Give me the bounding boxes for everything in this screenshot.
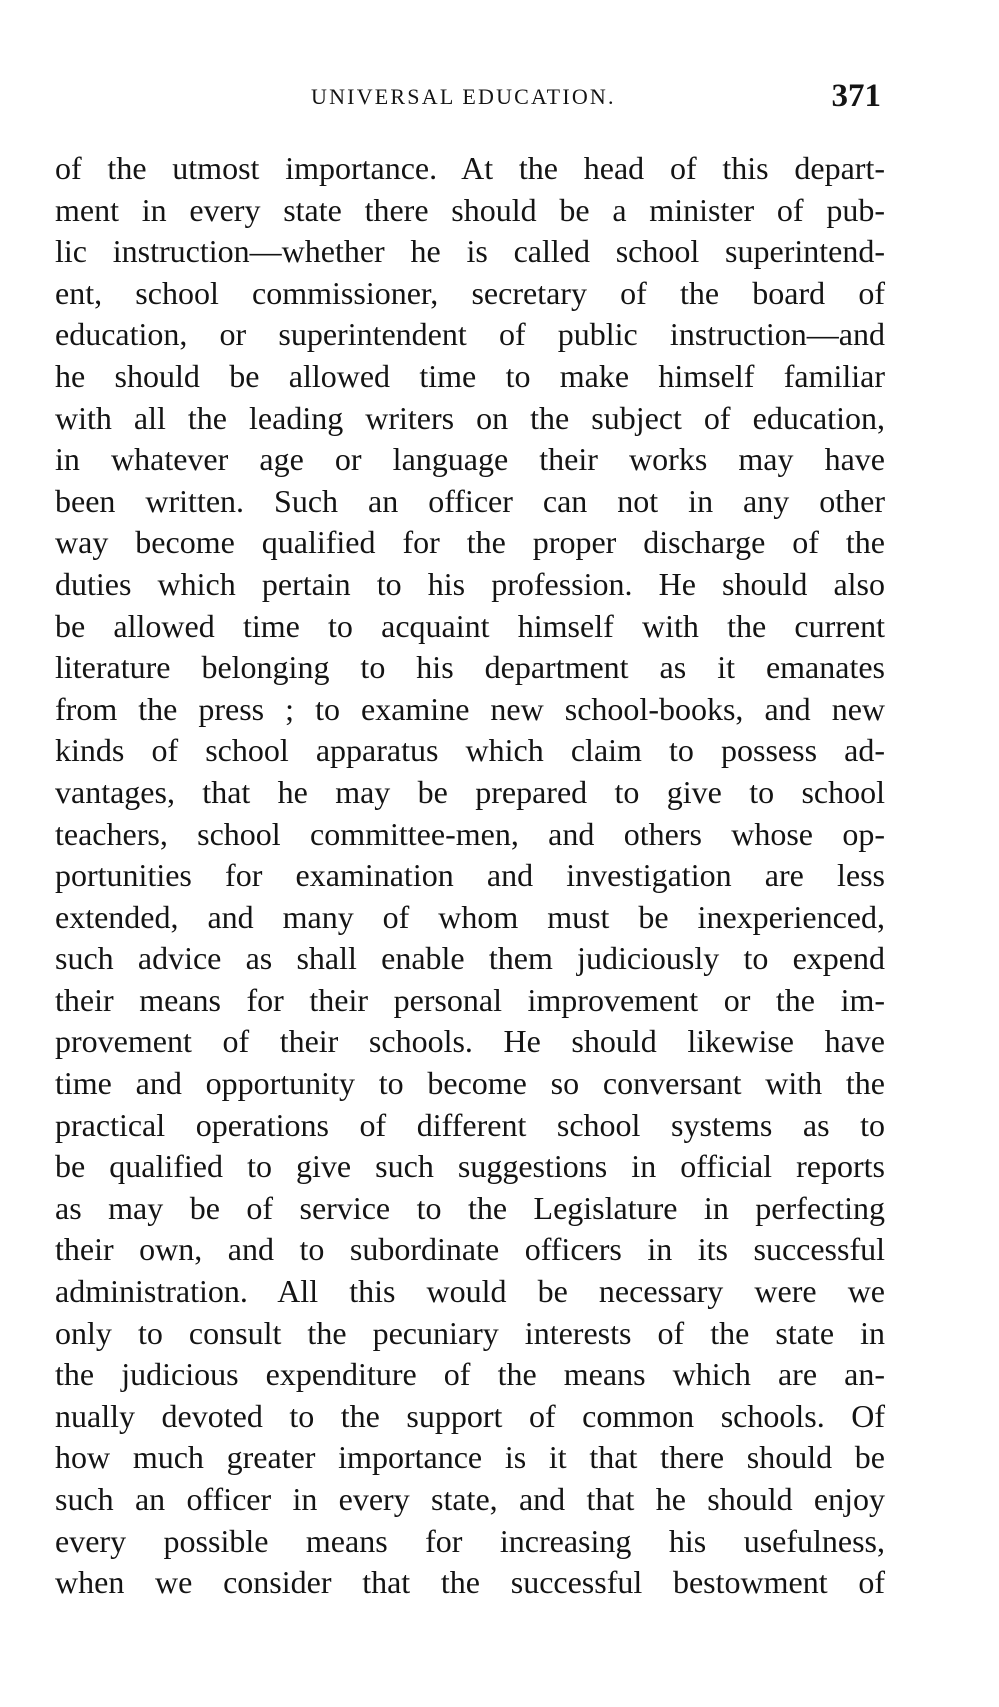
text-line: practical operations of different school systems as to [55,1106,885,1143]
text-line: every possible means for increasing his usefulness, [55,1522,885,1559]
text-line: from the press ; to examine new school-books, and new [55,690,885,727]
text-line: been written. Such an officer can not in any other [55,482,885,519]
text-line: administration. All this would be necessary were we [55,1273,885,1310]
text-line: way become qualified for the proper discharge of the [55,524,885,561]
text-line: how much greater importance is it that there should be [55,1439,885,1476]
text-line: with all the leading writers on the subject of education, [55,399,885,436]
text-line: such an officer in every state, and that he should enjoy [55,1481,885,1517]
text-line: duties which pertain to his profession. He should also [55,565,885,602]
text-line: lic instruction—whether he is called school superintend- [55,233,885,270]
text-line: be allowed time to acquaint himself with the current [55,607,885,644]
text-line: of the utmost importance. At the head of this depart- [55,150,885,186]
running-head [55,78,885,124]
text-line: literature belonging to his department as it emanates [55,649,885,686]
text-line: extended, and many of whom must be inexperienced, [55,898,885,935]
page-number: 371 [831,78,881,114]
text-line: ent, school commissioner, secretary of the board of [55,274,885,311]
text-line: vantages, that he may be prepared to give to school [55,773,885,810]
text-line: kinds of school apparatus which claim to possess ad- [55,732,885,769]
running-title: UNIVERSAL EDUCATION. [311,84,616,109]
text-line: when we consider that the successful bestowment of [55,1564,885,1601]
text-line: only to consult the pecuniary interests of the state in [55,1314,885,1351]
text-line: he should be allowed time to make himself familiar [55,357,885,394]
text-line: portunities for examination and investigation are less [55,857,885,894]
text-line: nually devoted to the support of common schools. Of [55,1397,885,1434]
text-line: be qualified to give such suggestions in official reports [55,1148,885,1185]
text-line: their own, and to subordinate officers in its successful [55,1231,885,1268]
text-line: education, or superintendent of public instruction—and [55,316,885,353]
text-line: the judicious expenditure of the means which are an- [55,1356,885,1393]
text-line: teachers, school committee-men, and others whose op- [55,815,885,852]
text-line: such advice as shall enable them judiciously to expend [55,940,885,977]
text-line: time and opportunity to become so conversant with the [55,1065,885,1102]
text-line: in whatever age or language their works may have [55,441,885,478]
text-line: as may be of service to the Legislature in perfecting [55,1189,885,1226]
text-line: their means for their personal improvement or the im- [55,981,885,1018]
body-text [55,148,885,1604]
text-line: provement of their schools. He should likewise have [55,1023,885,1060]
text-line: ment in every state there should be a minister of pub- [55,191,885,228]
